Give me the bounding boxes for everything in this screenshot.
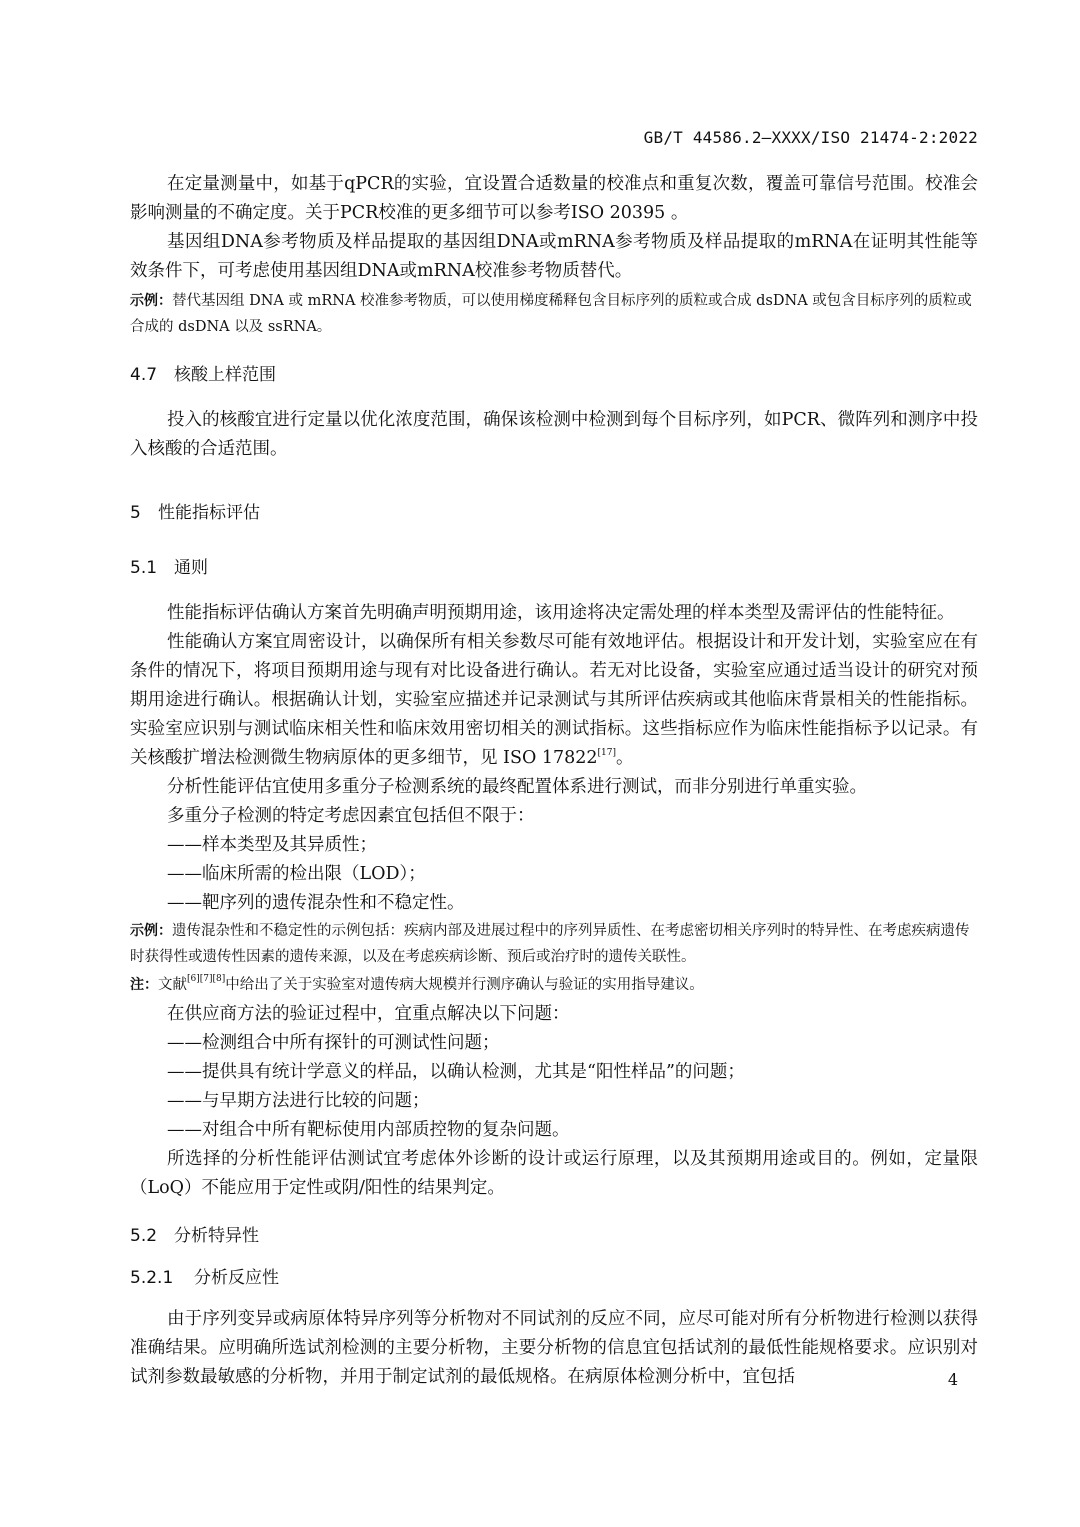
list-item: ——提供具有统计学意义的样品，以确认检测，尤其是“阳性样品”的问题； bbox=[167, 1062, 745, 1082]
list-item: ——靶序列的遗传混杂性和不稳定性。 bbox=[167, 893, 465, 913]
example-text: 替代基因组 DNA 或 mRNA 校准参考物质，可以使用梯度稀释包含目标序列的质粒或合成 dsDNA 或包含目标序列的质粒或合成的 dsDNA 以及 ssRNA。 bbox=[130, 293, 972, 335]
example-label: 示例： bbox=[130, 293, 172, 309]
paragraph: 由于序列变异或病原体特异序列等分析物对不同试剂的反应不同，应尽可能对所有分析物进行检测以获得准确结果。应明确所选试剂检测的主要分析物，主要分析物的信息宜包括试剂的最低性能规格要求。应识别对试剂参数最敏感的分析物，并用于制定试剂的最低规格。在病原体检测分析中，宜包括 bbox=[130, 1309, 978, 1387]
note: 注：文献[6][7][8]中给出了关于实验室对遗传病大规模并行测序确认与验证的实用指导建议。 bbox=[130, 974, 704, 993]
document-id-header: GB/T 44586.2—XXXX/ISO 21474-2:2022 bbox=[643, 128, 978, 147]
page-content bbox=[130, 170, 978, 1392]
paragraph: 性能指标评估确认方案首先明确声明预期用途，该用途将决定需处理的样本类型及需评估的性能特征。 bbox=[167, 603, 955, 623]
example bbox=[130, 918, 978, 970]
list-item: ——与早期方法进行比较的问题； bbox=[167, 1091, 430, 1111]
section-heading-5-2-1: 5.2.1 分析反应性 bbox=[130, 1268, 279, 1288]
example-label: 示例： bbox=[130, 923, 172, 939]
list-item: ——样本类型及其异质性； bbox=[167, 835, 377, 855]
paragraph: 基因组DNA参考物质及样品提取的基因组DNA或mRNA参考物质及样品提取的mRNA在证明其性能等效条件下，可考虑使用基因组DNA或mRNA校准参考物质替代。 bbox=[130, 232, 978, 281]
citation-ref: [17] bbox=[597, 748, 617, 758]
note-label: 注： bbox=[130, 977, 158, 993]
section-heading-5-1: 5.1 通则 bbox=[130, 558, 208, 578]
paragraph: 多重分子检测的特定考虑因素宜包括但不限于： bbox=[167, 806, 535, 826]
paragraph: 性能确认方案宜周密设计，以确保所有相关参数尽可能有效地评估。根据设计和开发计划，实验室应在有条件的情况下，将项目预期用途与现有对比设备进行确认。若无对比设备，实验室应通过适当设计的研究对预期用途进行确认。根据确认计划，实验室应描述并记录测试与其所评估疾病或其他临床背景相关的性能指标。实验室应识别与测试临床相关性和临床效用密切相关的测试指标。这些指标应作为临床性能指标予以记录。有关核酸扩增法检测微生物病原体的更多细节，见 ISO 17822[17]。 bbox=[130, 632, 978, 768]
example bbox=[130, 288, 978, 340]
example-text: 遗传混杂性和不稳定性的示例包括：疾病内部及进展过程中的序列异质性、在考虑密切相关序列时的特异性、在考虑疾病遗传时获得性或遗传性因素的遗传来源，以及在考虑疾病诊断、预后或治疗时的遗传关联性。 bbox=[130, 923, 970, 965]
paragraph: 在供应商方法的验证过程中，宜重点解决以下问题： bbox=[167, 1004, 570, 1024]
paragraph: 所选择的分析性能评估测试宜考虑体外诊断的设计或运行原理，以及其预期用途或目的。例如，定量限（LoQ）不能应用于定性或阴/阳性的结果判定。 bbox=[130, 1149, 978, 1198]
page-number: 4 bbox=[947, 1370, 958, 1389]
paragraph: 分析性能评估宜使用多重分子检测系统的最终配置体系进行测试，而非分别进行单重实验。 bbox=[167, 777, 867, 797]
list-item: ——检测组合中所有探针的可测试性问题； bbox=[167, 1033, 500, 1053]
list-item: ——对组合中所有靶标使用内部质控物的复杂问题。 bbox=[167, 1120, 570, 1140]
section-heading-5-2: 5.2 分析特异性 bbox=[130, 1226, 259, 1246]
list-item: ——临床所需的检出限（LOD）； bbox=[167, 864, 426, 884]
paragraph: 在定量测量中，如基于qPCR的实验，宜设置合适数量的校准点和重复次数，覆盖可靠信号范围。校准会影响测量的不确定度。关于PCR校准的更多细节可以参考ISO 20395 。 bbox=[130, 174, 978, 223]
section-heading-5: 5 性能指标评估 bbox=[130, 503, 260, 523]
section-heading-4-7: 4.7 核酸上样范围 bbox=[130, 365, 276, 385]
citation-ref: [6][7][8] bbox=[187, 974, 226, 984]
paragraph: 投入的核酸宜进行定量以优化浓度范围，确保该检测中检测到每个目标序列，如PCR、微阵列和测序中投入核酸的合适范围。 bbox=[130, 410, 978, 459]
